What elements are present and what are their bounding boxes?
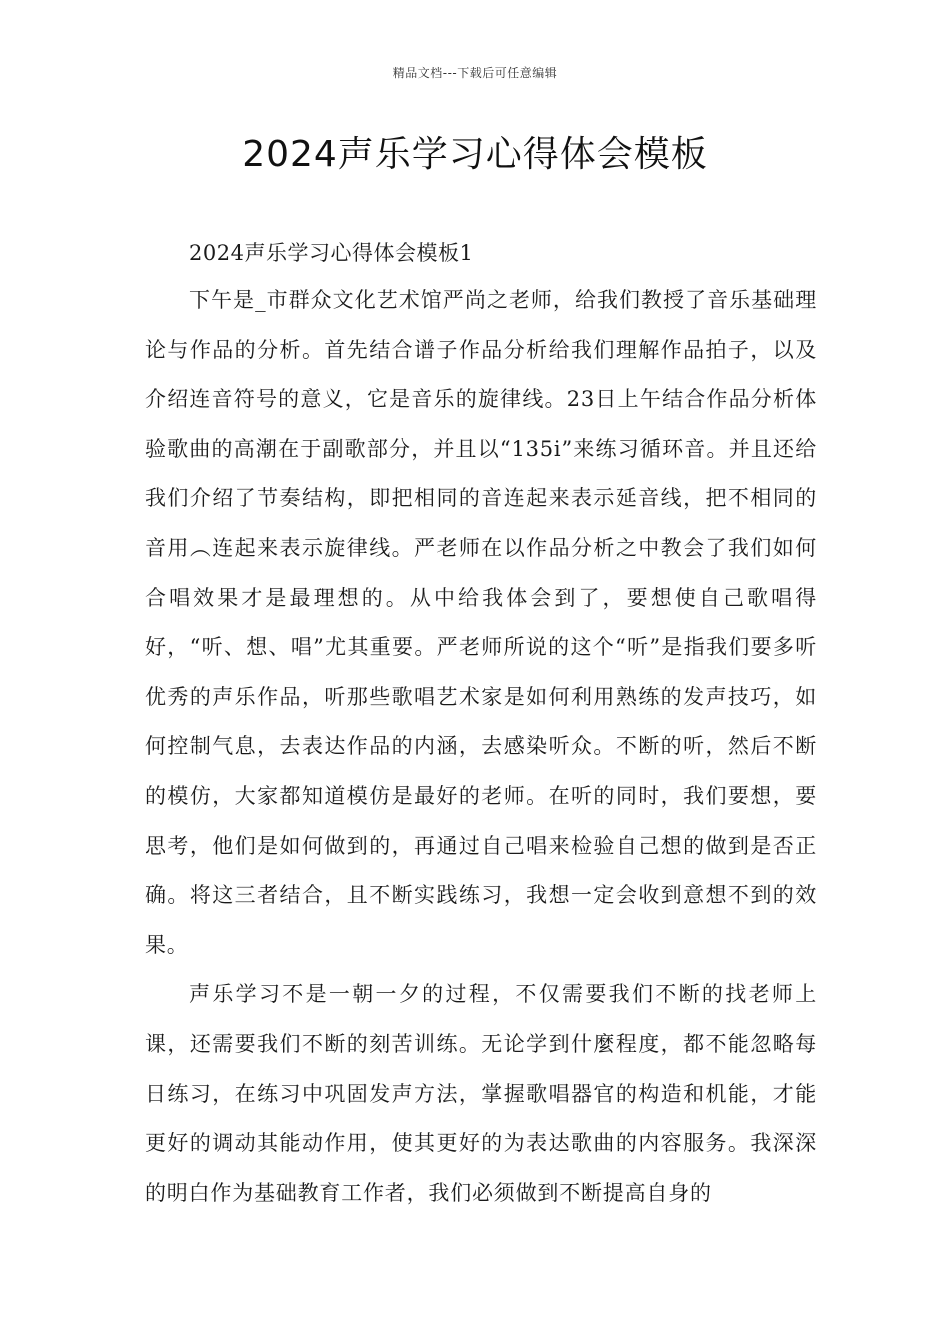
section-heading: 2024声乐学习心得体会模板1 <box>189 241 474 265</box>
body-paragraph-1: 下午是_市群众文化艺术馆严尚之老师，给我们教授了音乐基础理论与作品的分析。首先结合谱子作品分析给我们理解作品拍子，以及介绍连音符号的意义，它是音乐的旋律线。23日上午结合作品分析体验歌曲的高潮在于副歌部分，并且以“135i”来练习循环音。并且还给我们介绍了节奏结构，即把相同的音连起来表示延音线，把不相同的音用︵连起来表示旋律线。严老师在以作品分析之中教会了我们如何合唱效果才是最理想的。从中给我体会到了，要想使自己歌唱得好，“听、想、唱”尤其重要。严老师所说的这个“听”是指我们要多听优秀的声乐作品，听那些歌唱艺术家是如何利用熟练的发声技巧，如何控制气息，去表达作品的内涵，去感染听众。不断的听，然后不断的模仿，大家都知道模仿是最好的老师。在听的同时，我们要想，要思考，他们是如何做到的，再通过自己唱来检验自己想的做到是否正确。将这三者结合，且不断实践练习，我想一定会收到意想不到的效果。 <box>145 288 817 957</box>
header-note: 精品文档---下载后可任意编辑 <box>392 66 558 80</box>
body-paragraph-2: 声乐学习不是一朝一夕的过程，不仅需要我们不断的找老师上课，还需要我们不断的刻苦训练。无论学到什麼程度，都不能忽略每日练习，在练习中巩固发声方法，掌握歌唱器官的构造和机能，才能更好的调动其能动作用，使其更好的为表达歌曲的内容服务。我深深的明白作为基础教育工作者，我们必须做到不断提高自身的 <box>145 982 817 1205</box>
document-title: 2024声乐学习心得体会模板 <box>242 134 708 175</box>
document-body <box>145 230 817 1218</box>
